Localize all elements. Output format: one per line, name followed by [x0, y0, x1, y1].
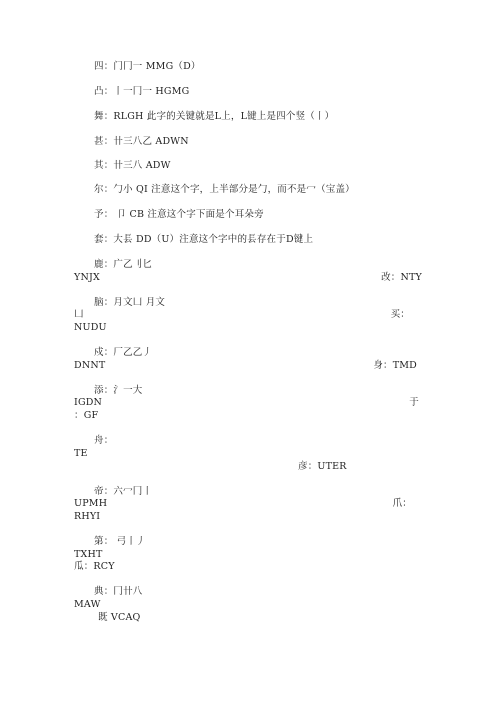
entry-zhua: 爪：: [392, 498, 412, 509]
entry-dian-code: MAW: [74, 599, 101, 610]
entry-zhou: 舟：: [94, 435, 114, 446]
entry-si: 四：门冂一 MMG（D）: [94, 61, 201, 72]
entry-tao: 套：大镸 DD（U）注意这个字中的镸存在于D键上: [94, 234, 314, 245]
entry-er: 尔：勹小 QI 注意这个字，上半部分是勹，而不是冖（宝盖）: [94, 184, 355, 195]
entry-gai: 改：NTY: [381, 272, 422, 283]
entry-tian-code: IGDN: [74, 397, 103, 408]
entry-nao-tail: 凵: [74, 309, 84, 320]
entry-shen-body: 身：TMD: [373, 360, 417, 371]
entry-tu: 凸：丨一冂一 HGMG: [94, 86, 190, 97]
entry-nao: 脑：月文凵 月文: [94, 297, 166, 308]
entry-shen: 甚：卄三八乙 ADWN: [94, 136, 189, 147]
entry-dian: 典：冂卄八: [94, 586, 143, 597]
entry-zhou-code: TE: [74, 448, 88, 459]
entry-yu2-code: ：GF: [74, 410, 99, 421]
entry-di: 帝：六冖冂丨: [94, 486, 153, 497]
entry-tian: 添：氵一大: [94, 385, 143, 396]
entry-di2: 第： 弓丨丿: [94, 536, 146, 547]
entry-gua: 瓜：RCY: [74, 561, 115, 572]
entry-mai: 买：: [390, 309, 410, 320]
entry-zhua-code: RHYI: [74, 511, 101, 522]
entry-shu: 戍：厂乙乙丿: [94, 347, 153, 358]
entry-di-code: UPMH: [74, 498, 108, 509]
entry-wu: 舞：RLGH 此字的关键就是L上，L键上是四个竖（丨）: [94, 111, 335, 122]
entry-ji: 既 VCAQ: [98, 612, 141, 623]
entry-mai-code: NUDU: [74, 322, 107, 333]
entry-qi: 其：卄三八 ADW: [94, 160, 171, 171]
entry-yu2: 于: [409, 397, 419, 408]
entry-yan: 彦：UTER: [298, 461, 347, 472]
entry-yu: 予： 卩 CB 注意这个字下面是个耳朵旁: [94, 209, 264, 220]
entry-lu-code: YNJX: [74, 272, 100, 283]
entry-di2-code: TXHT: [74, 549, 103, 560]
entry-shu-code: DNNT: [74, 360, 106, 371]
entry-lu: 鹿：广乙刂匕: [94, 259, 153, 270]
